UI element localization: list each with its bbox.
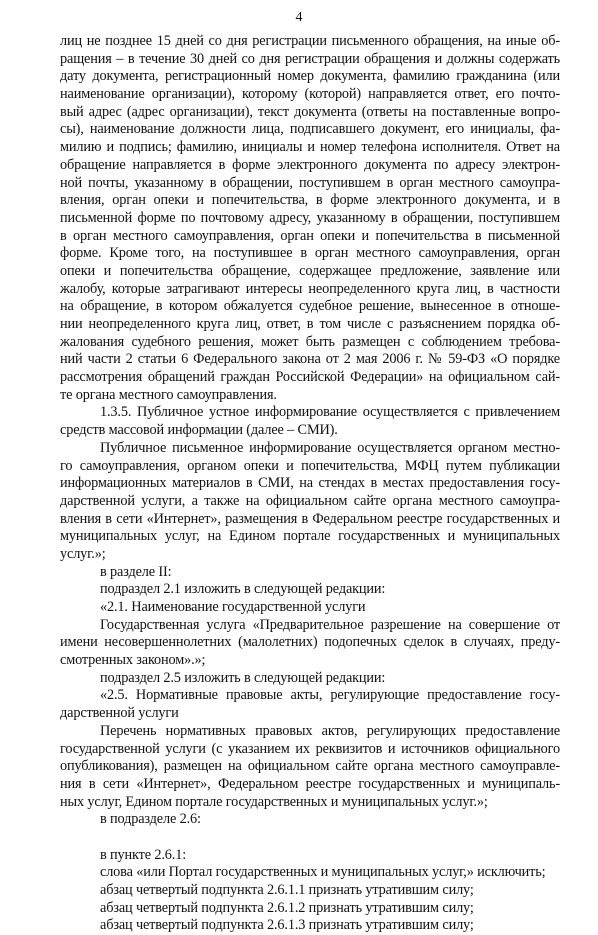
text-line: «2.1. Наименование государственной услуги [100, 599, 366, 615]
text-line: информационных материалов в СМИ, на стендах в местах предоставления госу- [60, 475, 560, 492]
text-line: вления, орган опеки и попечительства, в форме электронного документа, и в [60, 192, 560, 209]
text-line: Государственная услуга «Предварительное разрешение на совершение от [100, 616, 560, 633]
text-line: милию и подпись; фамилию, инициалы и номер телефона исполнителя. Ответ на [60, 139, 560, 156]
text-line: в пункте 2.6.1: [100, 846, 187, 863]
text-line: ращения – в течение 30 дней со дня регистрации обращения и должны содержать [60, 50, 560, 67]
text-line: те органа местного самоуправления. [60, 386, 277, 403]
text-line: ной почты, указанному в обращении, поступившем в орган местного самоупра- [60, 174, 560, 191]
text-line: письменной форме по почтовому адресу, указанному в обращении, поступившем [60, 209, 560, 226]
text-line: рассмотрения обращений граждан Российской Федерации» на официальном сай- [60, 369, 560, 386]
text-line: лиц не позднее 15 дней со дня регистрации письменного обращения, на иные об- [60, 33, 560, 49]
text-line: ния в сети «Интернет», Федеральном реестре государственных и муниципаль- [60, 775, 560, 792]
document-body [60, 33, 560, 935]
text-line: форме. Кроме того, на поступившее в орган местного самоуправления, орган [60, 245, 560, 262]
text-line: подраздел 2.5 изложить в следующей редакции: [100, 669, 386, 686]
text-line: услуг.»; [60, 545, 106, 562]
text-line: опеки и попечительства обращение, содержащее предложение, заявление или [60, 262, 560, 279]
text-line: жалобу, которые затрагивают интересы неопределенного круга лиц, в частности [60, 280, 560, 297]
text-line: го самоуправления, органом опеки и попечительства, МФЦ путем публикации [60, 457, 560, 474]
text-line: слова «или Портал государственных и муниципальных услуг,» исключить; [100, 864, 546, 881]
text-line: Публичное письменное информирование осуществляется органом местно- [100, 439, 560, 456]
text-line: абзац четвертый подпункта 2.6.1.3 признать утратившим силу; [100, 917, 474, 934]
text-line: дарственной услуги, а также на официальном сайте органа местного самоупра- [60, 492, 560, 509]
text-line: дату документа, регистрационный номер документа, фамилию гражданина (или [60, 68, 560, 85]
text-line: ний части 2 статьи 6 Федерального закона от 2 мая 2006 г. № 59-ФЗ «О порядке [60, 351, 560, 368]
text-line: вый адрес (адрес организации), текст документа (ответы на поставленные вопро- [60, 103, 560, 120]
text-line: вления в сети «Интернет», размещения в Федеральном реестре государственных и [60, 510, 560, 527]
text-line: «2.5. Нормативные правовые акты, регулирующие предоставление госу- [100, 687, 560, 704]
text-line: в разделе II: [100, 563, 172, 580]
text-line: государственной услуги (с указанием их реквизитов и источников официального [60, 740, 560, 757]
text-line: в орган местного самоуправления, орган опеки и попечительства в письменной [60, 227, 560, 244]
text-line: Перечень нормативных правовых актов, регулирующих предоставление [100, 722, 560, 739]
text-line: 1.3.5. Публичное устное информирование осуществляется с привлечением [100, 404, 560, 421]
text-line: подраздел 2.1 изложить в следующей редакции: [100, 581, 386, 598]
text-line: наименование организации), которому (которой) направляется ответ, его почто- [60, 86, 560, 103]
text-line: дарственной услуги [60, 705, 179, 722]
text-line: абзац четвертый подпункта 2.6.1.2 признать утратившим силу; [100, 899, 474, 916]
text-line: ных услуг, Едином портале государственных и муниципальных услуг.»; [60, 793, 488, 810]
text-line: обращение направляется в форме электронного документа по адресу электрон- [60, 156, 560, 173]
text-line: имени несовершеннолетних (малолетних) подопечных сделок в случаях, преду- [60, 634, 560, 651]
text-line: муниципальных услуг, на Едином портале государственных и муниципальных [60, 528, 560, 545]
text-line: в подразделе 2.6: [100, 811, 201, 828]
text-line: жалования судебного решения, может быть размещен с соблюдением требова- [60, 333, 560, 350]
text-line: средств массовой информации (далее – СМИ). [60, 422, 338, 439]
text-line: сы), наименование должности лица, подписавшего документ, его инициалы, фа- [60, 121, 560, 138]
page-number: 4 [295, 10, 303, 25]
text-line: на обращение, в котором обжалуется судебное решение, вынесенное в отноше- [60, 298, 560, 315]
text-line: нии неопределенного круга лиц, ответ, в том числе с разъяснением порядка об- [60, 316, 560, 332]
text-line: опубликования), размещен на официальном сайте органа местного самоуправле- [60, 758, 560, 775]
text-line: абзац четвертый подпункта 2.6.1.1 признать утратившим силу; [100, 882, 474, 898]
text-line: смотренных законом».»; [60, 652, 206, 669]
